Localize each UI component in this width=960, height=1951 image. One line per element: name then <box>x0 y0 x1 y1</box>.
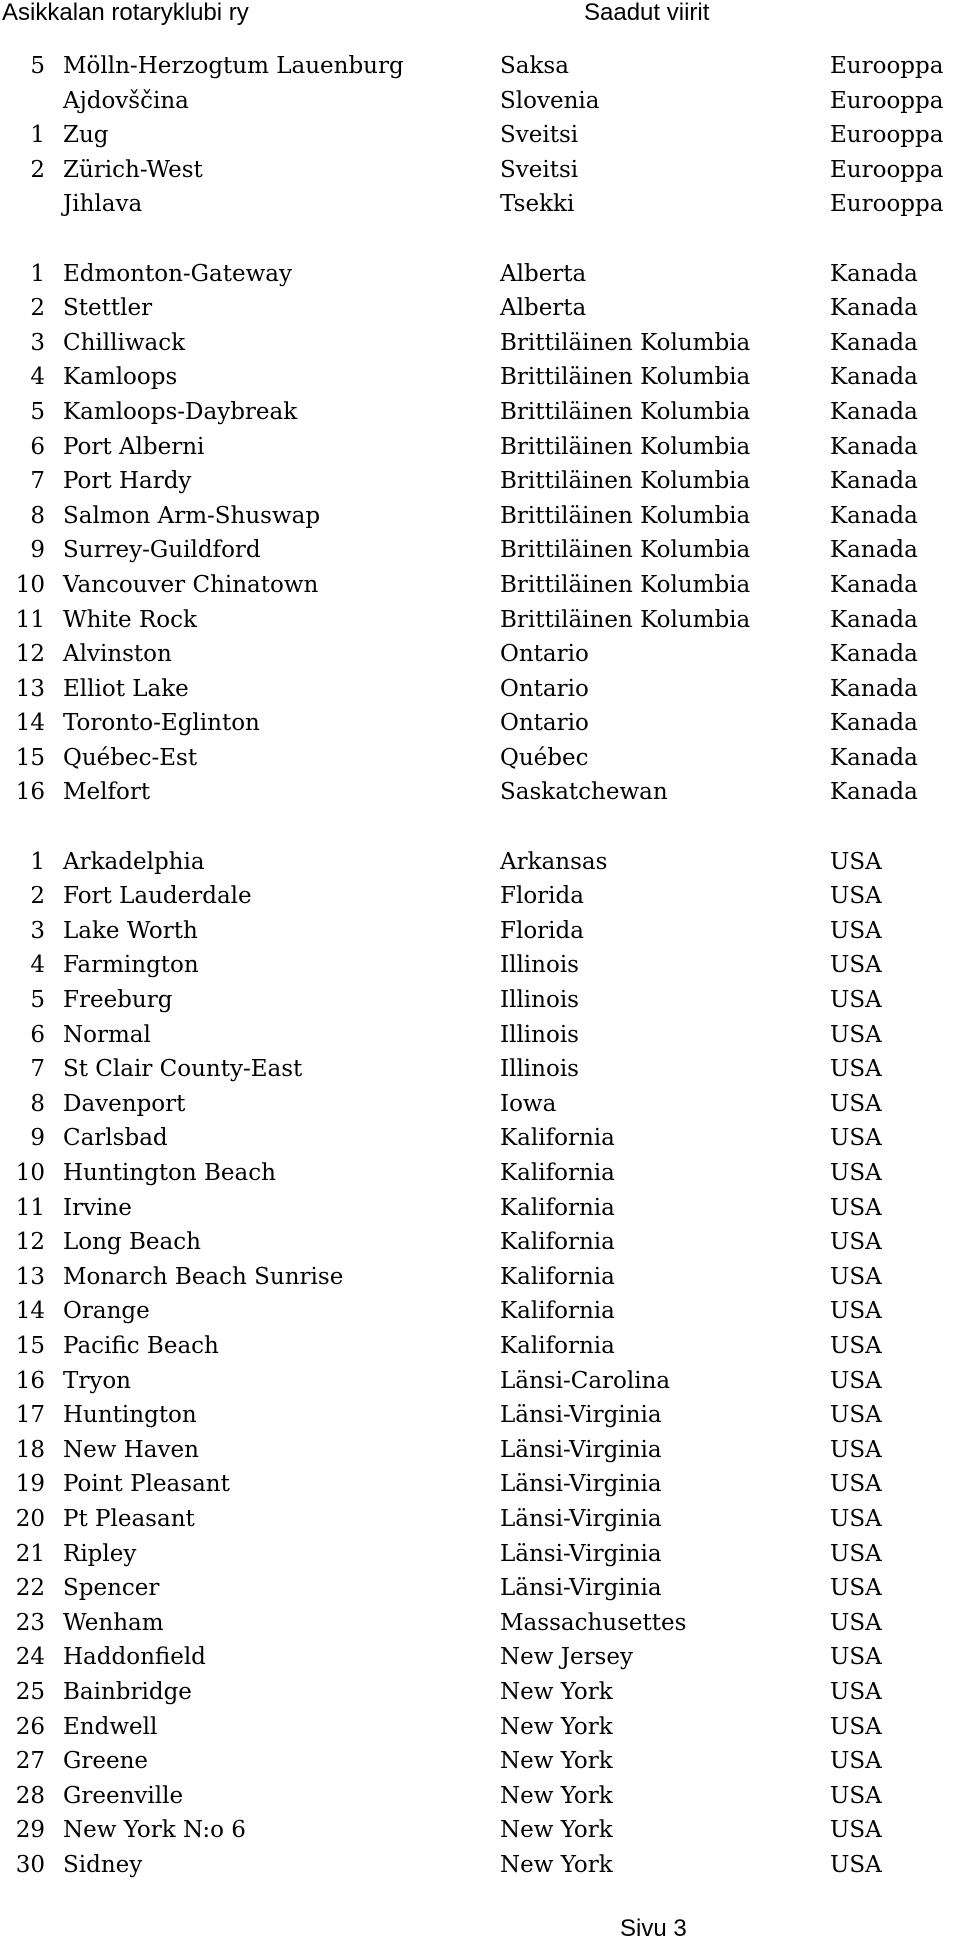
club-region: New York <box>500 1851 613 1878</box>
pennant-row <box>0 326 960 361</box>
row-number: 15 <box>15 744 45 771</box>
club-city: New York N:o 6 <box>63 1817 246 1844</box>
club-country: USA <box>830 1021 882 1048</box>
pennant-row <box>0 257 960 292</box>
club-region: Länsi-Virginia <box>500 1505 662 1532</box>
club-city: Farmington <box>63 952 199 979</box>
club-region: Illinois <box>500 987 579 1014</box>
club-region: Alberta <box>500 295 587 322</box>
row-number: 2 <box>30 883 45 910</box>
club-country: Eurooppa <box>830 191 944 218</box>
pennant-row <box>0 1710 960 1745</box>
club-city: Sidney <box>63 1851 143 1878</box>
club-city: Wenham <box>63 1609 164 1636</box>
pennant-row <box>0 914 960 949</box>
club-country: USA <box>830 1298 882 1325</box>
pennant-row <box>0 1156 960 1191</box>
pennant-row <box>0 499 960 534</box>
club-city: Lake Worth <box>63 917 198 944</box>
row-number: 7 <box>30 1056 45 1083</box>
club-region: Ontario <box>500 710 589 737</box>
page-header <box>0 0 960 30</box>
club-city: Normal <box>63 1021 151 1048</box>
club-city: White Rock <box>63 606 197 633</box>
pennant-row <box>0 153 960 188</box>
pennant-row <box>0 1675 960 1710</box>
club-city: Melfort <box>63 779 151 806</box>
club-city: Haddonfield <box>63 1644 206 1671</box>
pennant-row <box>0 948 960 983</box>
club-region: Florida <box>500 917 584 944</box>
club-region: Kalifornia <box>500 1194 615 1221</box>
club-country: USA <box>830 1748 882 1775</box>
club-region: New York <box>500 1748 613 1775</box>
pennant-row <box>0 291 960 326</box>
row-number: 9 <box>30 1125 45 1152</box>
pennant-row <box>0 568 960 603</box>
row-number: 10 <box>15 1160 45 1186</box>
club-region: Länsi-Virginia <box>500 1575 662 1602</box>
club-country: Kanada <box>830 744 918 771</box>
club-city: Endwell <box>63 1713 158 1740</box>
club-city: Québec-Est <box>63 744 198 771</box>
row-number: 1 <box>30 260 45 287</box>
club-region: Saksa <box>500 53 569 79</box>
club-country: USA <box>830 1402 882 1429</box>
pennant-row <box>0 1191 960 1226</box>
club-country: Kanada <box>830 468 918 495</box>
club-region: Länsi-Virginia <box>500 1402 662 1429</box>
club-country: Eurooppa <box>830 87 944 114</box>
club-country: USA <box>830 1367 882 1394</box>
pennant-row <box>0 360 960 395</box>
pennant-row <box>0 845 960 880</box>
club-city: Bainbridge <box>63 1678 192 1705</box>
pennant-row <box>0 637 960 672</box>
club-country: Eurooppa <box>830 53 944 79</box>
club-country: USA <box>830 1229 882 1256</box>
club-city: Stettler <box>63 295 153 322</box>
club-country: USA <box>830 1125 882 1152</box>
club-country: USA <box>830 1575 882 1602</box>
club-region: Länsi-Carolina <box>500 1367 671 1394</box>
pennant-row <box>0 1779 960 1814</box>
pennant-row <box>0 1640 960 1675</box>
pennant-row <box>0 1502 960 1537</box>
row-number: 5 <box>30 53 45 79</box>
row-number: 4 <box>30 952 45 979</box>
club-city: Point Pleasant <box>63 1471 230 1498</box>
club-country: Eurooppa <box>830 122 944 149</box>
pennant-row <box>0 1225 960 1260</box>
club-country: USA <box>830 1471 882 1498</box>
club-country: USA <box>830 952 882 979</box>
club-region: Saskatchewan <box>500 779 668 806</box>
row-number: 14 <box>15 710 45 737</box>
row-number: 28 <box>15 1782 45 1809</box>
club-city: Pt Pleasant <box>63 1505 195 1532</box>
pennant-row <box>0 533 960 568</box>
club-region: Arkansas <box>500 848 608 875</box>
club-country: USA <box>830 1851 882 1878</box>
pennant-row <box>0 1571 960 1606</box>
club-country: USA <box>830 1678 882 1705</box>
row-number: 6 <box>30 1021 45 1048</box>
club-city: New Haven <box>63 1436 199 1463</box>
club-region: Brittiläinen Kolumbia <box>500 398 751 425</box>
club-country: USA <box>830 1436 882 1463</box>
row-number: 23 <box>15 1609 45 1636</box>
row-number: 30 <box>15 1851 45 1878</box>
club-country: USA <box>830 1263 882 1290</box>
club-city: Kamloops-Daybreak <box>63 398 298 425</box>
pennant-row <box>0 84 960 119</box>
club-region: Kalifornia <box>500 1229 615 1256</box>
row-number: 3 <box>30 329 45 356</box>
row-number: 5 <box>30 987 45 1014</box>
club-city: Elliot Lake <box>63 675 189 702</box>
row-number: 1 <box>30 848 45 875</box>
club-city: Edmonton-Gateway <box>63 260 292 287</box>
pennant-row <box>0 1744 960 1779</box>
club-country: USA <box>830 1090 882 1117</box>
pennant-row <box>0 430 960 465</box>
pennant-row <box>0 464 960 499</box>
club-city: Jihlava <box>63 191 143 218</box>
club-city: Greenville <box>63 1782 184 1809</box>
club-city: Spencer <box>63 1575 160 1602</box>
club-city: Davenport <box>63 1090 186 1117</box>
club-country: USA <box>830 848 882 875</box>
club-region: Ontario <box>500 641 589 668</box>
club-city: Pacific Beach <box>63 1332 219 1359</box>
row-number: 13 <box>15 1263 45 1290</box>
pennant-row <box>0 879 960 914</box>
club-city: Arkadelphia <box>63 848 205 875</box>
club-country: USA <box>830 1644 882 1671</box>
row-number: 5 <box>30 398 45 425</box>
club-city: Vancouver Chinatown <box>63 571 319 598</box>
row-number: 12 <box>15 1229 45 1256</box>
row-number: 29 <box>15 1817 45 1844</box>
row-number: 2 <box>30 295 45 322</box>
row-number: 18 <box>15 1436 45 1463</box>
club-country: Kanada <box>830 433 918 460</box>
club-country: USA <box>830 1056 882 1083</box>
pennant-row <box>0 672 960 707</box>
club-country: Kanada <box>830 537 918 564</box>
pennant-group <box>0 257 960 811</box>
club-region: Länsi-Virginia <box>500 1436 662 1463</box>
row-number: 16 <box>15 779 45 806</box>
row-number: 15 <box>15 1332 45 1359</box>
club-city: Salmon Arm-Shuswap <box>63 502 321 529</box>
club-region: Kalifornia <box>500 1125 615 1152</box>
pennant-row <box>0 983 960 1018</box>
club-region: Brittiläinen Kolumbia <box>500 502 751 529</box>
club-city: Irvine <box>63 1194 132 1221</box>
row-number: 20 <box>15 1505 45 1532</box>
pennant-row <box>0 118 960 153</box>
club-region: Kalifornia <box>500 1263 615 1290</box>
club-city: Port Alberni <box>63 433 205 460</box>
row-number: 17 <box>15 1402 45 1429</box>
row-number: 11 <box>15 1194 45 1221</box>
club-city: Orange <box>63 1298 150 1325</box>
club-region: Brittiläinen Kolumbia <box>500 433 751 460</box>
row-number: 7 <box>30 468 45 495</box>
club-country: USA <box>830 883 882 910</box>
club-city: Tryon <box>63 1367 131 1394</box>
pennant-row <box>0 1606 960 1641</box>
row-number: 8 <box>30 1090 45 1117</box>
pennant-row <box>0 1329 960 1364</box>
pennant-row <box>0 1813 960 1848</box>
club-country: USA <box>830 917 882 944</box>
pennant-row <box>0 706 960 741</box>
row-number: 16 <box>15 1367 45 1394</box>
club-city: Monarch Beach Sunrise <box>63 1263 344 1290</box>
club-country: USA <box>830 1540 882 1567</box>
club-city: Huntington <box>63 1402 197 1429</box>
pennant-row <box>0 1260 960 1295</box>
pennant-row <box>0 603 960 638</box>
club-region: Brittiläinen Kolumbia <box>500 606 751 633</box>
row-number: 12 <box>15 641 45 668</box>
club-country: Kanada <box>830 571 918 598</box>
club-region: Länsi-Virginia <box>500 1471 662 1498</box>
club-region: New York <box>500 1678 613 1705</box>
row-number: 6 <box>30 433 45 460</box>
club-city: Long Beach <box>63 1229 201 1256</box>
row-number: 11 <box>15 606 45 633</box>
club-country: Kanada <box>830 329 918 356</box>
club-city: Carlsbad <box>63 1125 168 1152</box>
page-number: Sivu 3 <box>620 1915 687 1942</box>
pennant-row <box>0 1052 960 1087</box>
club-city: Zug <box>63 122 109 149</box>
club-country: USA <box>830 1609 882 1636</box>
club-country: USA <box>830 1782 882 1809</box>
club-region: Illinois <box>500 1021 579 1048</box>
pennant-row <box>0 1018 960 1053</box>
club-region: Brittiläinen Kolumbia <box>500 468 751 495</box>
club-region: Kalifornia <box>500 1298 615 1325</box>
club-region: Québec <box>500 744 589 771</box>
club-region: Sveitsi <box>500 156 579 183</box>
club-region: Alberta <box>500 260 587 287</box>
row-number: 3 <box>30 917 45 944</box>
club-region: Illinois <box>500 1056 579 1083</box>
club-region: New York <box>500 1782 613 1809</box>
club-country: USA <box>830 987 882 1014</box>
club-city: St Clair County-East <box>63 1056 303 1083</box>
row-number: 27 <box>15 1748 45 1775</box>
document-title: Saadut viirit <box>584 0 710 26</box>
club-city: Zürich-West <box>63 156 203 183</box>
club-city: Port Hardy <box>63 468 192 495</box>
club-region: Slovenia <box>500 87 600 114</box>
club-country: USA <box>830 1713 882 1740</box>
club-country: Kanada <box>830 641 918 668</box>
pennant-group <box>0 845 960 1883</box>
row-number: 13 <box>15 675 45 702</box>
club-country: Kanada <box>830 502 918 529</box>
pennant-row <box>0 775 960 810</box>
club-region: Massachusettes <box>500 1609 687 1636</box>
club-city: Freeburg <box>63 987 173 1014</box>
club-country: Kanada <box>830 260 918 287</box>
row-number: 25 <box>15 1678 45 1705</box>
pennant-row <box>0 1087 960 1122</box>
club-city: Toronto-Eglinton <box>63 710 260 737</box>
pennant-row <box>0 1433 960 1468</box>
club-country: USA <box>830 1160 882 1186</box>
club-city: Mölln-Herzogtum Lauenburg <box>63 53 404 79</box>
row-number: 2 <box>30 156 45 183</box>
club-country: Eurooppa <box>830 156 944 183</box>
club-region: New York <box>500 1817 613 1844</box>
club-city: Kamloops <box>63 364 178 391</box>
club-region: Tsekki <box>500 191 575 218</box>
club-city: Surrey-Guildford <box>63 537 261 564</box>
club-region: Illinois <box>500 952 579 979</box>
pennant-row <box>0 395 960 430</box>
club-country: Kanada <box>830 295 918 322</box>
club-region: New York <box>500 1713 613 1740</box>
club-region: New Jersey <box>500 1644 633 1671</box>
pennant-row <box>0 187 960 222</box>
pennant-row <box>0 1467 960 1502</box>
club-region: Kalifornia <box>500 1332 615 1359</box>
club-country: USA <box>830 1505 882 1532</box>
club-region: Brittiläinen Kolumbia <box>500 329 751 356</box>
club-region: Kalifornia <box>500 1160 615 1186</box>
row-number: 10 <box>15 571 45 598</box>
club-country: Kanada <box>830 364 918 391</box>
club-country: Kanada <box>830 779 918 806</box>
club-city: Alvinston <box>63 641 172 668</box>
row-number: 14 <box>15 1298 45 1325</box>
club-city: Greene <box>63 1748 149 1775</box>
club-city: Huntington Beach <box>63 1160 276 1186</box>
row-number: 24 <box>15 1644 45 1671</box>
pennant-group <box>0 49 960 222</box>
row-number: 22 <box>15 1575 45 1602</box>
row-number: 21 <box>15 1540 45 1567</box>
club-region: Brittiläinen Kolumbia <box>500 364 751 391</box>
row-number: 8 <box>30 502 45 529</box>
club-region: Iowa <box>500 1090 557 1117</box>
pennant-row <box>0 1364 960 1399</box>
club-country: Kanada <box>830 675 918 702</box>
row-number: 26 <box>15 1713 45 1740</box>
club-region: Länsi-Virginia <box>500 1540 662 1567</box>
pennant-row <box>0 1537 960 1572</box>
club-country: Kanada <box>830 710 918 737</box>
organization-name: Asikkalan rotaryklubi ry <box>2 0 249 26</box>
club-city: Ajdovščina <box>63 87 189 114</box>
pennant-row <box>0 1121 960 1156</box>
club-country: USA <box>830 1817 882 1844</box>
club-country: Kanada <box>830 606 918 633</box>
club-region: Brittiläinen Kolumbia <box>500 571 751 598</box>
row-number: 1 <box>30 122 45 149</box>
club-city: Chilliwack <box>63 329 186 356</box>
pennant-row <box>0 49 960 84</box>
pennant-row <box>0 1398 960 1433</box>
club-country: USA <box>830 1194 882 1221</box>
club-region: Florida <box>500 883 584 910</box>
club-region: Sveitsi <box>500 122 579 149</box>
pennant-row <box>0 1294 960 1329</box>
row-number: 9 <box>30 537 45 564</box>
pennant-row <box>0 1848 960 1883</box>
club-country: USA <box>830 1332 882 1359</box>
pennant-list <box>0 49 960 1882</box>
row-number: 4 <box>30 364 45 391</box>
club-city: Ripley <box>63 1540 137 1567</box>
row-number: 19 <box>15 1471 45 1498</box>
club-city: Fort Lauderdale <box>63 883 252 910</box>
club-region: Brittiläinen Kolumbia <box>500 537 751 564</box>
pennant-row <box>0 741 960 776</box>
club-country: Kanada <box>830 398 918 425</box>
club-region: Ontario <box>500 675 589 702</box>
